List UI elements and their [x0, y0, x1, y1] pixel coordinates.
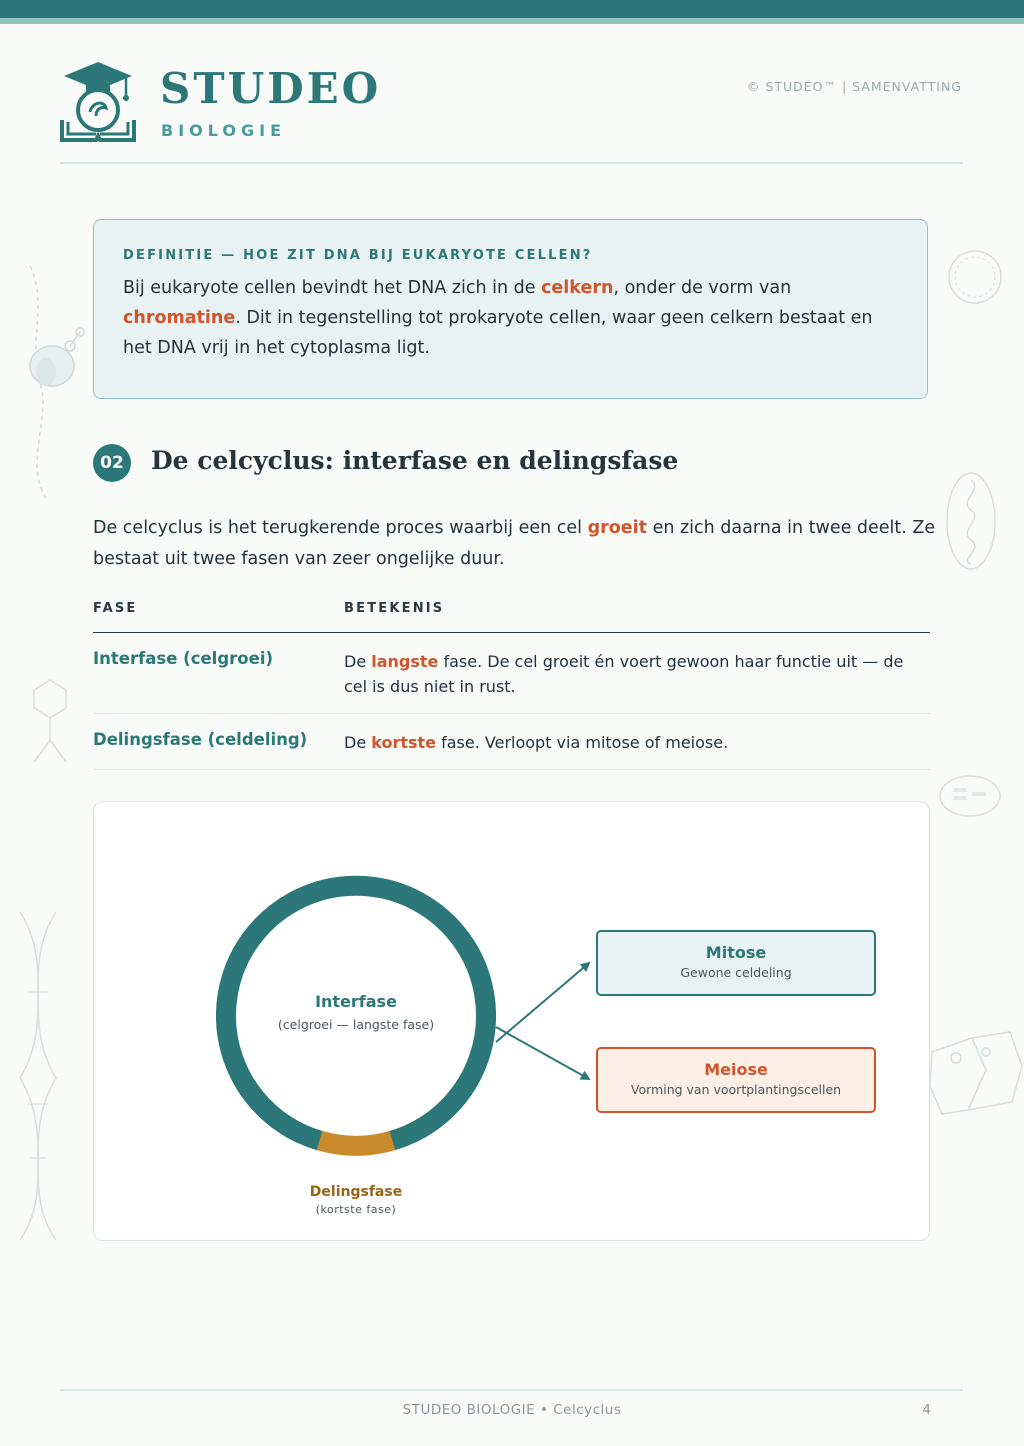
header-divider [60, 162, 963, 164]
table-row [93, 633, 930, 714]
mitose-subtitle: Gewone celdeling [680, 965, 792, 980]
molecule-decoration-icon [30, 678, 70, 766]
interfase-label [256, 992, 456, 1032]
definition-text-part: , onder de vorm van [613, 278, 792, 298]
cell-text-part: fase. Verloopt via mitose of meiose. [436, 733, 729, 752]
phase-table [93, 598, 930, 770]
dna-helix-decoration-icon [10, 908, 66, 1244]
cell-text-part: De [344, 652, 372, 671]
table-cell-betekenis [344, 649, 904, 699]
cell-strand-decoration-icon [18, 262, 88, 522]
mitose-title: Mitose [705, 943, 767, 962]
intro-text-part: De celcyclus is het terugkerende proces waarbij een cel [93, 518, 588, 538]
arrow-to-meiose [496, 1027, 589, 1079]
interfase-subtitle: (celgroei — langste fase) [277, 1017, 435, 1032]
highlight-chromatine: chromatine [123, 308, 236, 328]
cell-text-part: fase. De cel groeit én voert gewoon haar functie uit — de cel is dus niet in rust. [344, 652, 904, 696]
definition-box [93, 219, 928, 399]
cell-circle-decoration-icon [946, 248, 1004, 306]
delingsfase-label [286, 1184, 426, 1216]
definition-title: DEFINITIE — HOE ZIT DNA BIJ EUKARYOTE CELLEN? [123, 248, 593, 263]
graduation-cap-book-icon [60, 60, 136, 142]
table-cell-fase: Interfase (celgroei) [93, 649, 274, 668]
footer-divider [60, 1389, 963, 1391]
header-copyright: © STUDEO™ | SAMENVATTING [746, 79, 962, 94]
interfase-title: Interfase [315, 992, 397, 1011]
delingsfase-arc [320, 1141, 393, 1146]
mitose-box [596, 930, 876, 996]
cell-cycle-graphic [94, 802, 931, 1242]
highlight-kortste: kortste [371, 733, 437, 752]
plant-cells-decoration-icon [928, 1030, 1024, 1118]
highlight-langste: langste [371, 652, 439, 671]
table-header-fase: FASE [93, 601, 138, 616]
section-title: De celcyclus: interfase en delingsfase [151, 446, 679, 475]
mitochondrion-decoration-icon [944, 470, 998, 572]
table-header [93, 598, 930, 633]
table-row [93, 714, 930, 770]
definition-text-part: Bij eukaryote cellen bevindt het DNA zich in de [123, 278, 542, 298]
delingsfase-title: Delingsfase [309, 1184, 403, 1200]
meiose-box [596, 1047, 876, 1113]
cell-text-part: De [344, 733, 372, 752]
top-accent-bar [0, 0, 1024, 18]
meiose-title: Meiose [704, 1060, 768, 1079]
intro-paragraph [93, 513, 943, 575]
footer-title: STUDEO BIOLOGIE • Celcyclus [402, 1402, 622, 1418]
arrow-to-mitose [496, 963, 589, 1042]
definition-text [123, 273, 898, 363]
subject-name: BIOLOGIE [161, 121, 286, 140]
section-number-badge: 02 [93, 444, 131, 482]
meiose-subtitle: Vorming van voortplantingscellen [630, 1082, 842, 1097]
definition-text-part: . Dit in tegenstelling tot prokaryote cellen, waar geen celkern bestaat en het DNA vrij in het cytoplasma ligt. [123, 308, 873, 358]
delingsfase-subtitle: (kortste fase) [315, 1203, 397, 1216]
brand-name: STUDEO [160, 64, 382, 113]
microscope-slide-decoration-icon [938, 772, 1002, 820]
table-cell-fase: Delingsfase (celdeling) [93, 730, 308, 749]
top-accent-line [0, 18, 1024, 24]
page-number: 4 [922, 1402, 931, 1418]
highlight-celkern: celkern [541, 278, 614, 298]
table-cell-betekenis [344, 730, 904, 755]
highlight-groeit: groeit [587, 518, 647, 538]
intro-text-part: en zich daarna in twee deelt. Ze bestaat uit twee fasen van zeer ongelijke duur. [93, 518, 936, 569]
cell-cycle-diagram [93, 801, 930, 1241]
table-header-betekenis: BETEKENIS [344, 601, 445, 616]
